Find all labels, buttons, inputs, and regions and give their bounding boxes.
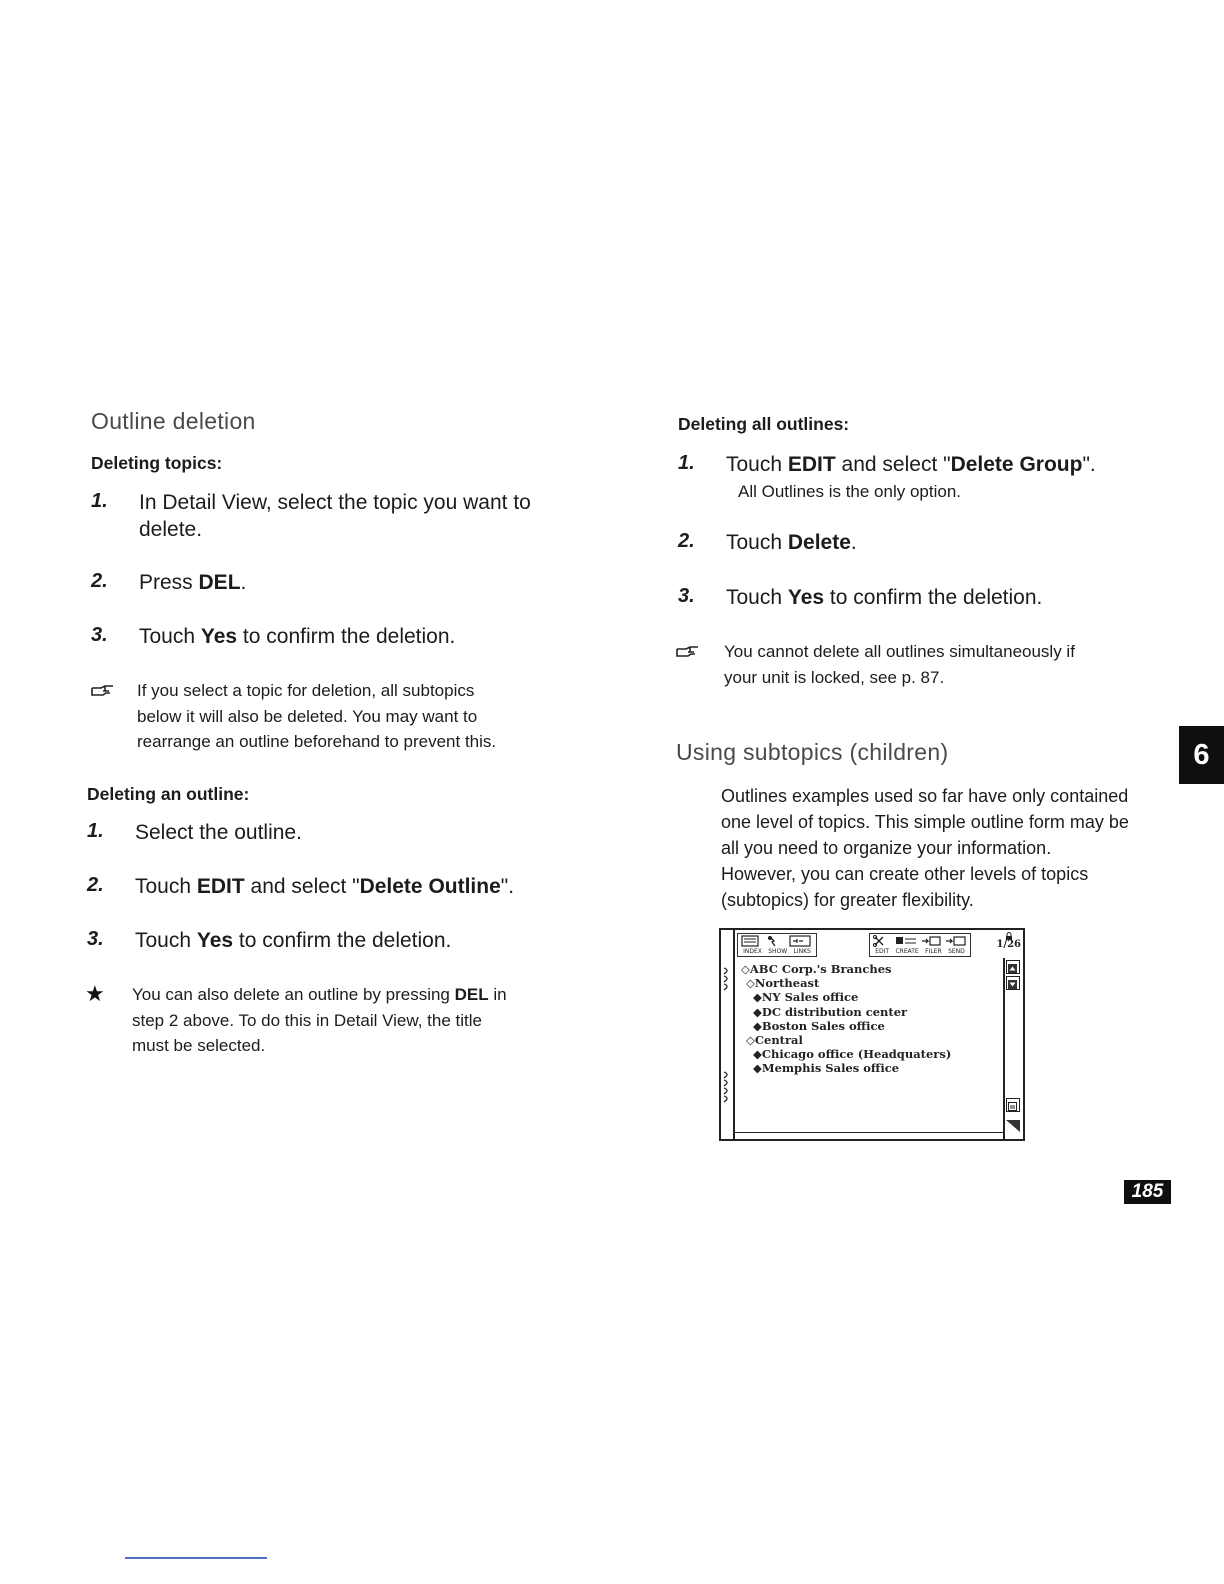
- pointing-hand-icon: [91, 684, 115, 698]
- toolbar-show-label[interactable]: SHOW: [768, 948, 788, 955]
- subheading-deleting-outline: Deleting an outline:: [87, 784, 250, 804]
- list-item[interactable]: ◆NY Sales office: [753, 990, 859, 1005]
- toolbar-create-label[interactable]: CREATE: [895, 948, 919, 955]
- arrow-up-icon: [1007, 963, 1018, 974]
- list-item[interactable]: ◆Chicago office (Headquaters): [753, 1047, 952, 1062]
- toolbar-edit-label[interactable]: EDIT: [875, 948, 890, 955]
- note-text: You cannot delete all outlines simultaneously if your unit is locked, see p. 87.: [724, 642, 1075, 687]
- step-text: Select the outline.: [135, 821, 302, 844]
- bottom-rule: [125, 1557, 267, 1559]
- scrollbar[interactable]: [1003, 958, 1023, 1139]
- toolbar-left-group: [737, 933, 817, 957]
- section-title-outline-deletion: Outline deletion: [91, 408, 256, 434]
- toolbar-links-label[interactable]: LINKS: [793, 948, 811, 955]
- subheading-deleting-all-outlines: Deleting all outlines:: [678, 414, 850, 434]
- tip-text: You can also delete an outline by pressing DEL in step 2 above. To do this in Detail View, the title must be selected.: [132, 985, 507, 1055]
- step-number: 3.: [91, 624, 108, 646]
- list-item[interactable]: ◆Memphis Sales office: [753, 1061, 900, 1076]
- toolbar-right-group: [869, 933, 971, 957]
- record-counter: 1/26: [996, 932, 1021, 950]
- toolbar-left-labels: [740, 948, 814, 955]
- binder-ring-icon: [722, 1070, 732, 1106]
- section-title-using-subtopics: Using subtopics (children): [676, 739, 949, 765]
- step-text: Touch Delete.: [726, 531, 857, 554]
- toolbar-icons-left: [740, 935, 814, 948]
- step-text: Touch Yes to confirm the deletion.: [135, 929, 452, 952]
- list-item[interactable]: ◇ABC Corp.'s Branches: [741, 962, 892, 976]
- step-subnote: All Outlines is the only option.: [738, 482, 962, 501]
- toolbar-icons-right: [872, 935, 968, 948]
- arrow-down-icon: [1007, 979, 1018, 990]
- subtopics-paragraph: Outlines examples used so far have only contained one level of topics. This simple outline form may be all you need to organize your information. However, you can create other levels of topics (subtopics) for greater flexibility.: [721, 786, 1129, 910]
- list-item[interactable]: ◆Boston Sales office: [753, 1018, 885, 1033]
- step-text: Touch EDIT and select "Delete Outline".: [135, 875, 515, 898]
- step-number: 3.: [678, 585, 695, 607]
- note-text: If you select a topic for deletion, all subtopics below it will also be deleted. You may want to rearrange an outline beforehand to prevent this.: [137, 681, 497, 751]
- list-item[interactable]: ◇Northeast: [746, 976, 820, 991]
- corner-triangle-icon: [1006, 1118, 1020, 1132]
- step-text: Touch EDIT and select "Delete Group".: [726, 453, 1096, 476]
- subheading-deleting-topics: Deleting topics:: [91, 453, 223, 473]
- screen-bottom-edge: [735, 1132, 1003, 1139]
- outline-list: [741, 962, 951, 1076]
- list-item[interactable]: ◆DC distribution center: [753, 1004, 908, 1019]
- toolbar-right-labels: [872, 948, 968, 955]
- toolbar-send-label[interactable]: SEND: [948, 948, 965, 955]
- step-text: Press DEL.: [139, 571, 247, 594]
- step-text: Touch Yes to confirm the deletion.: [726, 586, 1043, 609]
- toolbar-filer-label[interactable]: FILER: [925, 948, 942, 955]
- scroll-up-button[interactable]: [1006, 960, 1020, 974]
- page-icon: [1007, 1101, 1018, 1112]
- chapter-tab: 6: [1179, 726, 1224, 784]
- resize-corner[interactable]: [1006, 1118, 1020, 1132]
- screen-left-margin: [721, 930, 735, 1139]
- page-toggle-button[interactable]: [1006, 1098, 1020, 1112]
- step-number: 2.: [87, 874, 104, 896]
- scroll-down-button[interactable]: [1006, 976, 1020, 990]
- step-text: In Detail View, select the topic you want to delete.: [139, 491, 531, 541]
- list-item[interactable]: ◇Central: [746, 1033, 803, 1048]
- step-number: 1.: [678, 452, 695, 474]
- step-number: 1.: [91, 490, 108, 512]
- toolbar-index-label[interactable]: INDEX: [743, 948, 762, 955]
- step-number: 1.: [87, 820, 104, 842]
- star-icon: ★: [85, 982, 105, 1007]
- step-text: Touch Yes to confirm the deletion.: [139, 625, 456, 648]
- device-screenshot: [719, 928, 1025, 1141]
- binder-ring-icon: [722, 966, 732, 994]
- step-number: 3.: [87, 928, 104, 950]
- step-number: 2.: [678, 530, 695, 552]
- pointing-hand-icon: [676, 645, 700, 659]
- step-number: 2.: [91, 570, 108, 592]
- page-number: 185: [1124, 1180, 1171, 1204]
